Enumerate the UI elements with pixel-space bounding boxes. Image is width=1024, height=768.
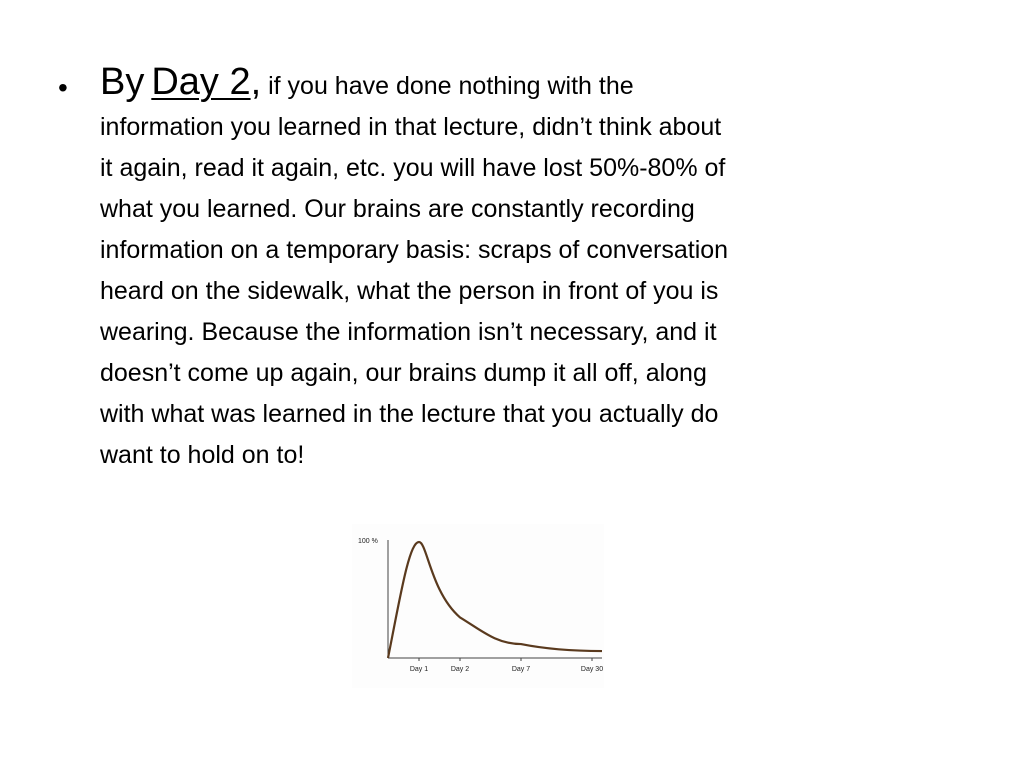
chart-svg [352, 524, 604, 688]
x-tick-label: Day 1 [409, 666, 429, 673]
bullet-line-3: it again, read it again, etc. you will have lost 50%-80% of [100, 154, 726, 182]
x-tick-label: Day 2 [450, 666, 470, 673]
lead-comma: , [250, 61, 262, 103]
forgetting-curve-line [388, 542, 602, 658]
bullet-line-7: wearing. Because the information isn’t necessary, and it [100, 318, 717, 346]
bullet-line-2: information you learned in that lecture, didn’t think about [100, 113, 722, 141]
bullet-line-6: heard on the sidewalk, what the person in front of you is [100, 277, 719, 305]
y-axis-label: 100 % [358, 538, 378, 545]
bullet-line-1 [100, 62, 968, 107]
bullet-line-5: information on a temporary basis: scraps of conversation [100, 236, 729, 264]
bullet-line-text: if you have done nothing with the [261, 72, 634, 100]
lead-day-2: Day 2 [151, 61, 251, 103]
bullet-line-8: doesn’t come up again, our brains dump it all off, along [100, 359, 707, 387]
x-tick-label: Day 30 [580, 666, 604, 673]
x-tick-label: Day 7 [511, 666, 531, 673]
bullet-line-4: what you learned. Our brains are constantly recording [100, 195, 695, 223]
bullet-line-10: want to hold on to! [100, 441, 305, 469]
bullet-icon: • [58, 72, 68, 103]
forgetting-curve-chart [352, 524, 604, 688]
bullet-text [100, 62, 968, 476]
bullet-line-9: with what was learned in the lecture that you actually do [100, 400, 719, 428]
lead-by: By [100, 61, 145, 103]
